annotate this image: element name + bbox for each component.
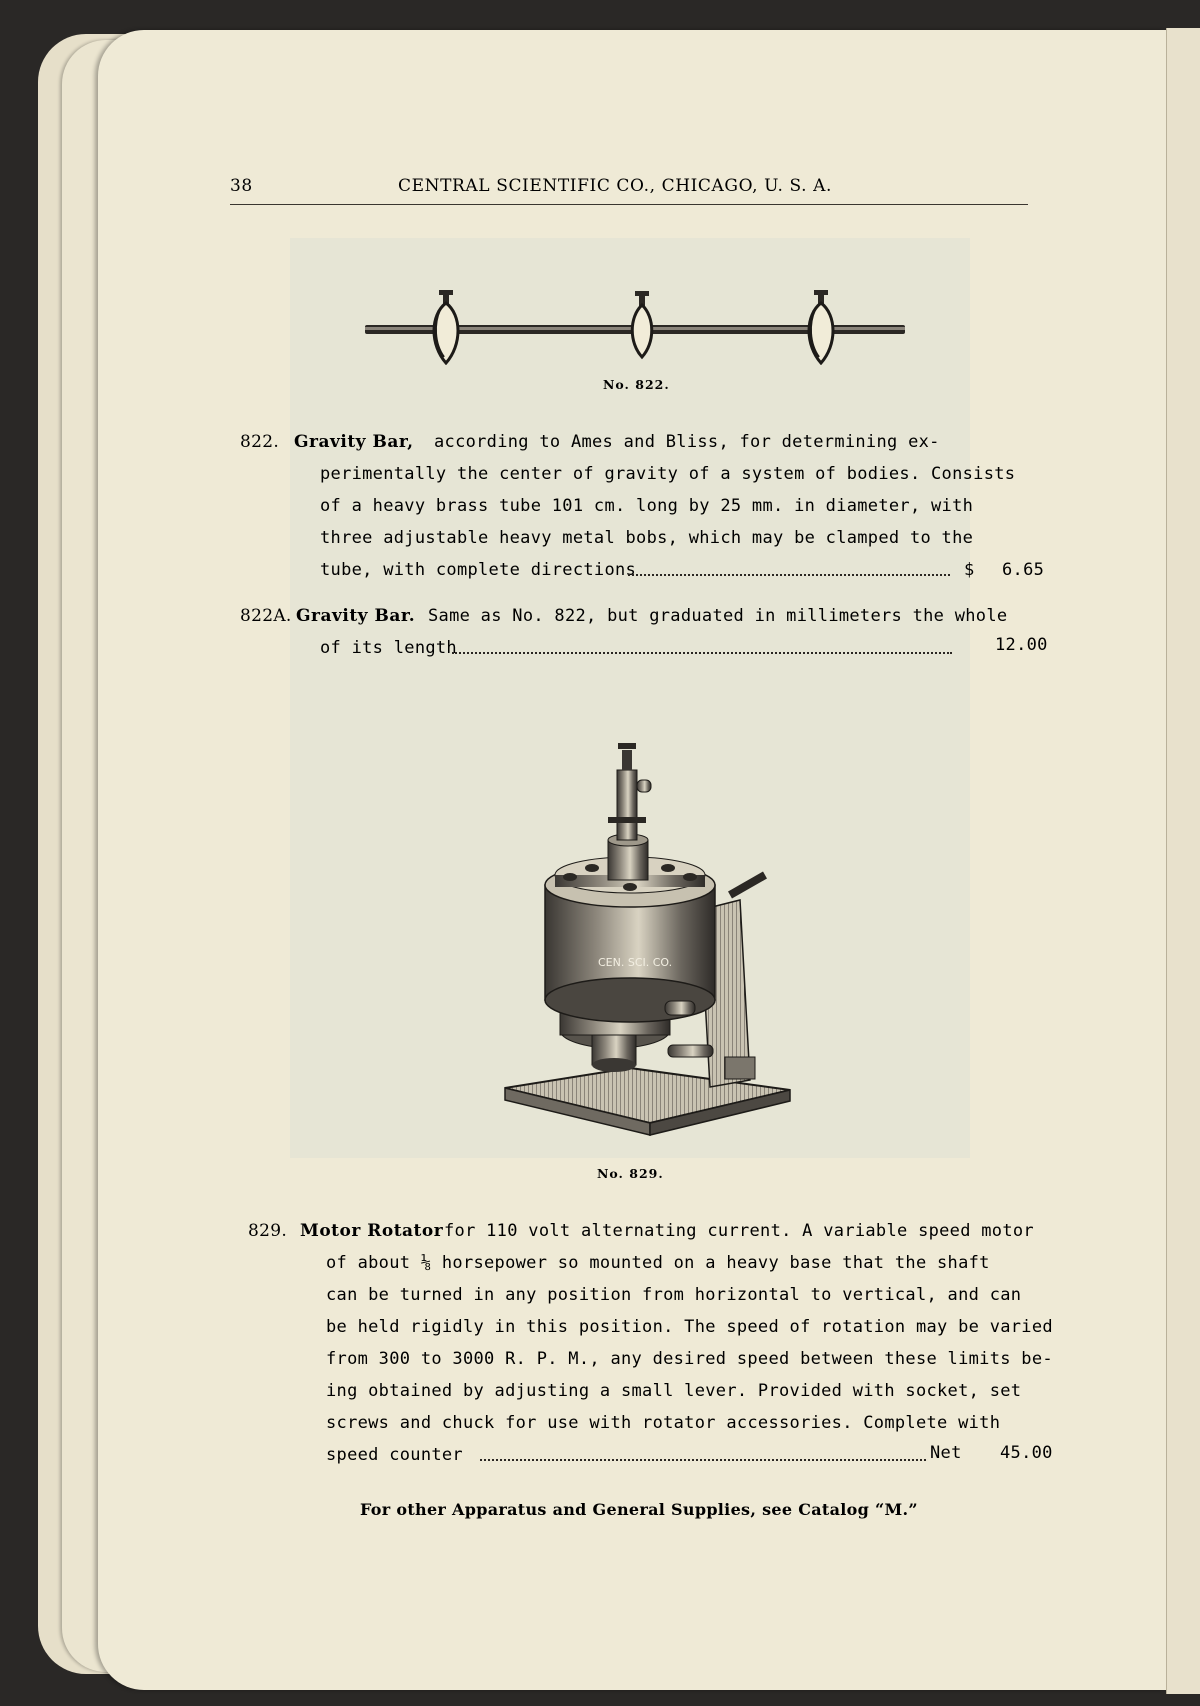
price-currency: $ [964,560,975,580]
entry-text-line: three adjustable heavy metal bobs, which may be clamped to the [320,528,974,548]
entry-name: Gravity Bar, [294,432,414,452]
entry-text-line: tube, with complete directions [320,560,637,580]
bob-1 [434,290,458,363]
entry-number: 822A. [240,606,292,626]
entry-text-line: perimentally the center of gravity of a system of bodies. Consists [320,464,1016,484]
figure-caption-822: No. 822. [603,377,670,392]
entry-text-line: be held rigidly in this position. The speed of rotation may be varied [326,1317,1053,1337]
figure-caption-829: No. 829. [597,1166,664,1181]
gravity-bar-illustration [360,285,920,365]
entry-text-line: from 300 to 3000 R. P. M., any desired speed between these limits be- [326,1349,1053,1369]
entry-text-line: screws and chuck for use with rotator accessories. Complete with [326,1413,1001,1433]
entry-name: Gravity Bar. [296,606,416,626]
entry-text-line: of its length [320,638,457,658]
entry-name: Motor Rotator [300,1221,444,1241]
dot-leader [480,1459,926,1461]
facing-page-edge [1166,28,1200,1694]
motor-rotator-illustration [500,735,800,1155]
entry-number: 822. [240,432,280,452]
entry-text-line: Same as No. 822, but graduated in millimeters the whole [428,606,1008,626]
bob-3 [809,290,833,363]
price-822: 6.65 [1002,560,1045,580]
entry-number: 829. [248,1221,288,1241]
page-header-title: CENTRAL SCIENTIFIC CO., CHICAGO, U. S. A. [398,176,833,196]
entry-text-line: according to Ames and Bliss, for determining ex- [434,432,940,452]
entry-text-line: of about ⅛ horsepower so mounted on a heavy base that the shaft [326,1253,990,1273]
bob-2 [632,291,652,357]
page-number: 38 [230,176,253,196]
entry-text-line: speed counter [326,1445,463,1465]
entry-text-line: ing obtained by adjusting a small lever. Provided with socket, set [326,1381,1022,1401]
entry-text-line: can be turned in any position from horizontal to vertical, and can [326,1285,1022,1305]
motor-nameplate: CEN. SCI. CO. [598,956,673,969]
price-822a: 12.00 [995,635,1048,655]
footer-note: For other Apparatus and General Supplies, see Catalog “M.” [360,1500,918,1519]
price-829: 45.00 [1000,1443,1053,1463]
dot-leader [452,652,952,654]
entry-text-line: for 110 volt alternating current. A variable speed motor [444,1221,1034,1241]
dot-leader [628,574,950,576]
entry-text-line: of a heavy brass tube 101 cm. long by 25 mm. in diameter, with [320,496,974,516]
net-label: Net [930,1443,962,1463]
header-rule [230,204,1028,205]
